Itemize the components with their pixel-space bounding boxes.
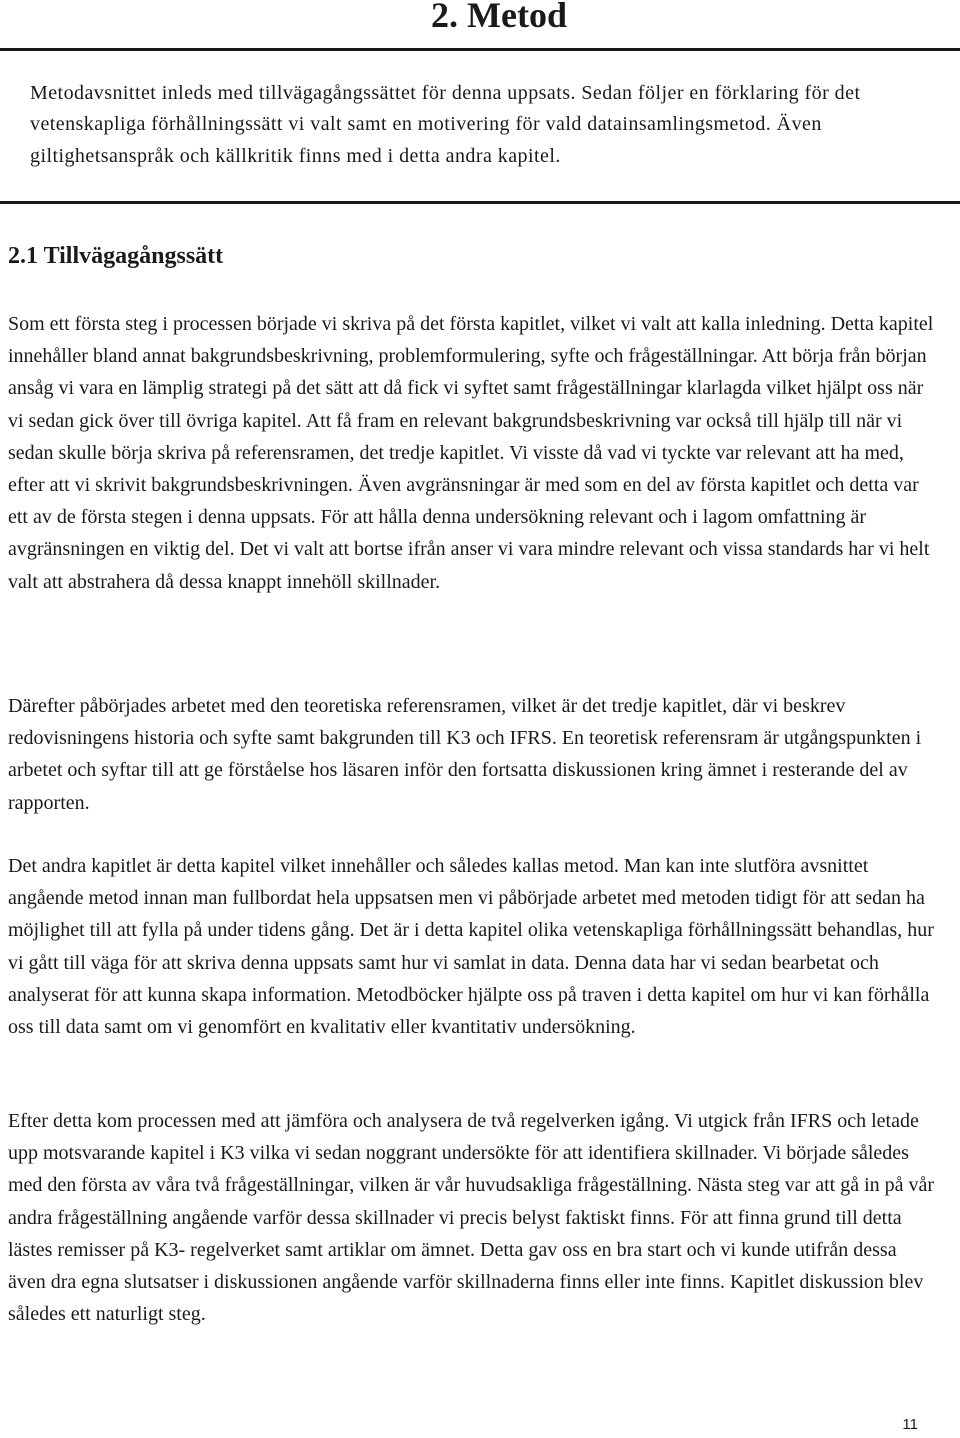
intro-paragraph: Metodavsnittet inleds med tillvägagångssättet för denna uppsats. Sedan följer en förklaring för det vetenskapliga förhållningssätt vi valt samt en motivering för vald datainsamlingsmetod. Även giltighetsanspråk och källkritik finns med i detta andra kapitel. (30, 82, 861, 167)
body-paragraph-2: Därefter påbörjades arbetet med den teoretiska referensramen, vilket är det tredje kapitlet, där vi beskrev redovisningens historia och syfte samt bakgrunden till K3 och IFRS. En teoretisk referensram är utgångspunkten i arbetet och syftar till att ge förståelse hos läsaren inför den fortsatta diskussionen kring ämnet i resterande del av rapporten. (8, 695, 922, 814)
section-divider (0, 201, 960, 204)
top-divider (0, 48, 960, 51)
chapter-title: 2. Metod (431, 0, 567, 35)
section-title: 2.1 Tillvägagångssätt (8, 243, 224, 269)
page-number: 11 (902, 1416, 918, 1433)
body-paragraph-1: Som ett första steg i processen började vi skriva på det första kapitlet, vilket vi valt att kalla inledning. Detta kapitel innehåller bland annat bakgrundsbeskrivning, problemformulering, syfte och frågeställningar. Att börja från början ansåg vi vara en lämplig strategi på det sätt att då fick vi syftet samt frågeställningar klarlagda vilket hjälpt oss när vi sedan gick över till övriga kapitel. Att få fram en relevant bakgrundsbeskrivning var också till hjälp till när vi sedan skulle börja skriva på referensramen, det tredje kapitlet. Vi visste då vad vi tyckte var relevant att ha med, efter att vi skrivit bakgrundsbeskrivningen. Även avgränsningar är med som en del av första kapitlet och detta var ett av de första stegen i denna uppsats. För att hålla denna undersökning relevant och i lagom omfattning är avgränsningen en viktig del. Det vi valt att bortse ifrån anser vi vara mindre relevant och vissa standards har vi helt valt att abstrahera då dessa knappt innehöll skillnader. (8, 313, 934, 593)
body-paragraph-4: Efter detta kom processen med att jämföra och analysera de två regelverken igång. Vi utgick från IFRS och letade upp motsvarande kapitel i K3 vilka vi sedan noggrant undersökte för att identifiera skillnader. Vi började således med den första av våra två frågeställningar, vilken är vår huvudsakliga frågeställning. Nästa steg var att gå in på vår andra frågeställning angående varför dessa skillnader vi precis belyst faktiskt finns. För att finna grund till detta lästes remisser på K3- regelverket samt artiklar om ämnet. Detta gav oss en bra start och vi kunde utifrån dessa även dra egna slutsatser i diskussionen angående varför skillnaderna finns eller inte finns. Kapitlet diskussion blev således ett naturligt steg. (8, 1110, 935, 1326)
body-paragraph-3: Det andra kapitlet är detta kapitel vilket innehåller och således kallas metod. Man kan inte slutföra avsnittet angående metod innan man fullbordat hela uppsatsen men vi påbörjade arbetet med metoden tidigt för att sedan ha möjlighet till att fylla på under tidens gång. Det är i detta kapitel olika vetenskapliga förhållningssätt behandlas, hur vi gått till väga för att skriva denna uppsats samt hur vi samlat in data. Denna data har vi sedan bearbetat och analyserat för att kunna skapa information. Metodböcker hjälpte oss på traven i detta kapitel om hur vi kan förhålla oss till data samt om vi genomfört en kvalitativ eller kvantitativ undersökning. (8, 855, 934, 1039)
